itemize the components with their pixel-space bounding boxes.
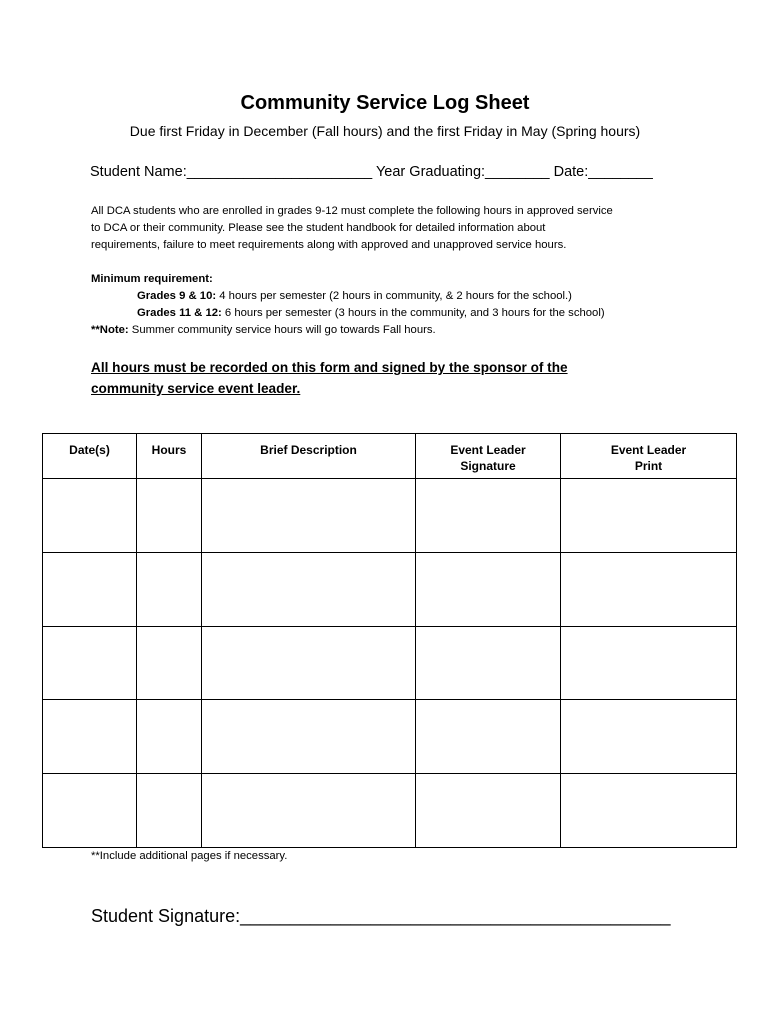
signature-cell[interactable] <box>416 552 561 626</box>
student-info-line: Student Name:_______________________ Year Graduating:________ Date:________ <box>90 164 653 180</box>
hours-cell[interactable] <box>137 774 202 848</box>
header-line: Event Leader <box>610 443 687 457</box>
column-header-leader-print <box>561 434 737 479</box>
header-line: Print <box>634 459 663 473</box>
dates-cell[interactable] <box>43 552 137 626</box>
intro-paragraph <box>91 203 691 254</box>
column-header-leader-signature <box>416 434 561 479</box>
column-header-dates: Date(s) <box>43 434 137 479</box>
table-row <box>43 700 737 774</box>
grades-11-12-requirement <box>137 305 605 322</box>
print-cell[interactable] <box>561 552 737 626</box>
column-header-hours: Hours <box>137 434 202 479</box>
hours-cell[interactable] <box>137 479 202 553</box>
student-signature-line: Student Signature:___________________________________________ <box>91 906 671 926</box>
warning-line: All hours must be recorded on this form and signed by the sponsor of the <box>91 360 568 375</box>
summer-note <box>91 322 436 339</box>
hours-cell[interactable] <box>137 700 202 774</box>
print-cell[interactable] <box>561 774 737 848</box>
description-cell[interactable] <box>202 479 416 553</box>
table-row <box>43 774 737 848</box>
signature-cell[interactable] <box>416 479 561 553</box>
grades-9-10-text: 4 hours per semester (2 hours in community, & 2 hours for the school.) <box>216 290 572 302</box>
table-row <box>43 479 737 553</box>
signature-cell[interactable] <box>416 774 561 848</box>
intro-line: All DCA students who are enrolled in grades 9-12 must complete the following hours in approved service <box>91 205 613 217</box>
table-row <box>43 552 737 626</box>
page-title: Community Service Log Sheet <box>240 92 530 114</box>
hours-cell[interactable] <box>137 552 202 626</box>
page-subtitle: Due first Friday in December (Fall hours) and the first Friday in May (Spring hours) <box>129 123 641 139</box>
table-row <box>43 626 737 700</box>
header-line: Event Leader <box>450 443 526 457</box>
grades-11-12-text: 6 hours per semester (3 hours in the community, and 3 hours for the school) <box>221 307 605 319</box>
service-log-table <box>42 433 737 848</box>
signature-cell[interactable] <box>416 700 561 774</box>
description-cell[interactable] <box>202 774 416 848</box>
note-text: Summer community service hours will go towards Fall hours. <box>128 324 436 336</box>
column-header-description: Brief Description <box>202 434 416 479</box>
table-header-row <box>43 434 737 479</box>
description-cell[interactable] <box>202 626 416 700</box>
recording-warning <box>91 357 671 399</box>
header-line: Signature <box>460 459 516 473</box>
print-cell[interactable] <box>561 626 737 700</box>
dates-cell[interactable] <box>43 700 137 774</box>
warning-line: community service event leader. <box>91 381 301 396</box>
print-cell[interactable] <box>561 700 737 774</box>
signature-cell[interactable] <box>416 626 561 700</box>
description-cell[interactable] <box>202 552 416 626</box>
intro-line: to DCA or their community. Please see the student handbook for detailed information about <box>91 222 546 234</box>
dates-cell[interactable] <box>43 479 137 553</box>
note-label: **Note: <box>91 324 129 336</box>
print-cell[interactable] <box>561 479 737 553</box>
description-cell[interactable] <box>202 700 416 774</box>
grades-11-12-label: Grades 11 & 12: <box>137 307 222 319</box>
hours-cell[interactable] <box>137 626 202 700</box>
dates-cell[interactable] <box>43 774 137 848</box>
minimum-requirement-heading: Minimum requirement: <box>91 273 213 285</box>
dates-cell[interactable] <box>43 626 137 700</box>
footnote: **Include additional pages if necessary. <box>91 850 288 862</box>
intro-line: requirements, failure to meet requirements along with approved and unapproved service hours. <box>91 239 567 251</box>
grades-9-10-label: Grades 9 & 10: <box>137 290 217 302</box>
grades-9-10-requirement <box>137 288 572 305</box>
